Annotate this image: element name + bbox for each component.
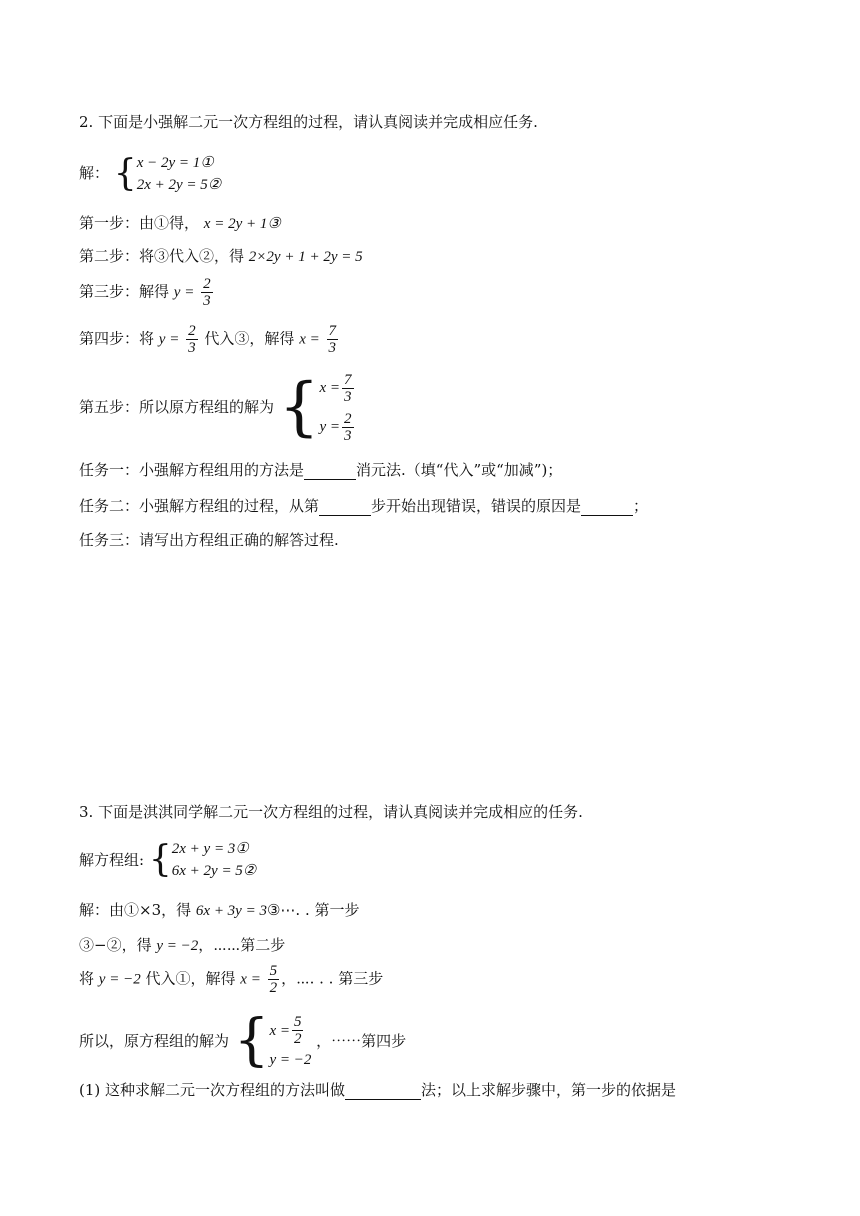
solution-y-fraction: $\frac{2}{3}$ [344,410,352,444]
problem2-system [79,152,221,196]
step-4-var-x: x = [299,331,320,348]
p3-line-3-suffix: ，⋯. . . 第三步 [281,969,384,988]
step-4 [79,323,340,356]
p3-question-1-text-b: 法；以上求解步骤中，第一步的依据是 [421,1081,677,1099]
task-2-text-b: 步开始出现错误，错误的原因是 [371,497,582,515]
step-1 [79,213,281,234]
problem3-system [79,838,256,882]
task-3: 任务三：请写出方程组正确的解答过程. [79,531,339,549]
p3-solution-x-var: x = [269,1022,290,1039]
p3-line-2-equation: y = −2 [156,938,199,954]
p3-solution-y: y = −2 [269,1051,312,1068]
answer-blank[interactable] [581,499,633,516]
solution-y-var: y = [319,419,341,435]
step-4-fraction-y: $\frac{2}{3}$ [188,323,196,356]
left-brace: { [233,1008,270,1073]
step-2-equation: 2×2y + 1 + 2y = 5 [248,249,363,265]
p3-question-1 [79,1080,676,1100]
p3-line-1 [79,900,360,921]
p3-question-1-text-a: (1) 这种求解二元一次方程组的方法叫做 [79,1081,346,1099]
answer-blank[interactable] [345,1083,421,1100]
p3-line-3-var: x = [240,971,261,988]
p3-solution-x-fraction: $\frac{5}{2}$ [293,1014,302,1047]
p3-line-2 [79,935,285,956]
step-5-label: 第五步：所以原方程组的解为 [79,398,275,416]
left-brace: { [148,839,172,880]
solution-label: 解方程组: [79,851,145,869]
task-1 [79,460,562,480]
equation-2: 6x + 2y = 5② [171,863,257,879]
p3-line-4-prefix: 所以，原方程组的解为 [79,1032,230,1050]
p3-line-1-equation: 6x + 3y = 3 [195,903,267,919]
p3-line-3 [79,963,383,996]
p3-line-4 [79,1010,406,1072]
p3-line-3-fraction: $\frac{5}{2}$ [269,963,278,996]
p3-line-4-suffix: ，⋯⋯第四步 [316,1032,407,1050]
step-4-mid: 代入③，解得 [204,329,295,348]
task-1-text-b: 消元法.（填“代入”或“加减”)； [356,461,563,479]
step-4-fraction-x: $\frac{7}{3}$ [328,323,336,356]
step-4-label: 第四步：将 [79,329,155,348]
equation-1: x − 2y = 1① [136,155,214,171]
step-5 [79,368,356,446]
left-brace: { [113,153,137,194]
task-2-text-c: ； [633,497,649,515]
p3-line-2-suffix: ，⋯⋯第二步 [198,936,286,954]
p3-line-3-mid: 代入①，解得 [145,969,236,988]
p3-line-3-equation: y = −2 [98,971,141,988]
step-3-fraction: $\frac{2}{3}$ [203,276,211,309]
problem2-title: 2. 下面是小强解二元一次方程组的过程，请认真阅读并完成相应任务. [79,113,538,131]
task-2-text-a: 任务二：小强解方程组的过程，从第 [79,497,320,515]
p3-line-3-prefix: 将 [79,969,95,988]
task-1-text-a: 任务一：小强解方程组用的方法是 [79,461,305,479]
equation-1: 2x + y = 3① [171,841,249,857]
answer-blank[interactable] [304,463,356,480]
p3-line-2-prefix: ③−②，得 [79,936,152,954]
left-brace: { [278,370,320,444]
problem3-title: 3. 下面是淇淇同学解二元一次方程组的过程，请认真阅读并完成相应的任务. [79,803,583,821]
equation-2: 2x + 2y = 5② [136,177,222,193]
solution-x-fraction: $\frac{7}{3}$ [344,371,352,405]
task-2 [79,496,648,516]
step-1-label: 第一步：由①得， [79,214,200,232]
step-3-label: 第三步：解得 [79,282,170,301]
step-3 [79,276,215,309]
solution-x-var: x = [319,380,341,396]
step-1-equation: x = 2y + 1③ [203,216,281,232]
p3-line-1-prefix: 解：由①×3，得 [79,901,192,919]
p3-line-1-suffix: ③⋯. . 第一步 [266,901,360,919]
step-4-var-y: y = [158,331,180,348]
solution-label: 解： [79,164,110,182]
step-2-label: 第二步：将③代入②，得 [79,247,245,265]
step-3-var: y = [173,284,195,301]
answer-blank[interactable] [319,499,371,516]
step-2 [79,246,363,267]
